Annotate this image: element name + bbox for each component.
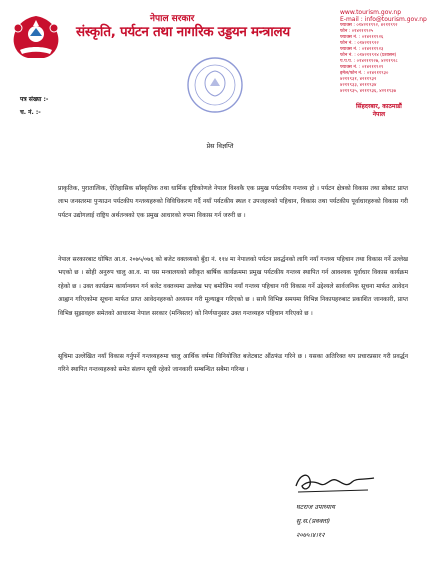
contact-line: फोन नं. : ०१४२११९२२ <box>340 41 379 46</box>
contact-line: फोन : ०१४२११९२५ <box>340 29 374 34</box>
signatory-designation: सु.स.(प्रवक्ता) <box>296 517 331 525</box>
office-location <box>356 103 402 119</box>
signatory-name: घटराज उपाध्याय <box>296 503 335 511</box>
contact-line: ४२११९३१, ४२११९३२ <box>340 77 377 82</box>
contact-line: ४२११९३५, ४२११९३६, ४२११९३७ <box>340 89 397 94</box>
ref-number-label: पत्र संख्या :- <box>20 96 49 103</box>
government-name: नेपाल सरकार <box>150 14 195 24</box>
contact-line: फ्याक्स नं. : ०१४२११९२९ <box>340 65 384 70</box>
office-country: नेपाल <box>372 111 386 118</box>
office-location-line: सिंहदरबार, काठमाडौं <box>356 103 402 110</box>
press-release-title: प्रेस विज्ञप्ति <box>206 142 234 150</box>
paragraph-budget: नेपाल सरकारबाट घोषित आ.व. २०७५/०७६ को बजेट वक्तव्यको बुँदा नं. ११४ मा नेपालको पर्यटन प्रवर्द्धनको लागि नयाँ गन्तव्य पहिचान तथा विकास गर्ने उल्लेख भएको छ । सोही अनुरुप चालु आ.व. मा यस मन्त्रालयको स्वीकृत बार्षिक कार्यक्रममा प्रमुख पर्यटकीय गन्तव्य स्थापित गर्न आवश्यक पूर्वाधार विकास कार्यक्रम रहेको छ । उक्त कार्यक्रम कार्यान्वयन गर्न बजेट वक्तव्यमा उल्लेख भए बमोजिम नयाँ गन्तव्य पहिचान गरी विकास गर्ने उद्देश्यले सार्वजनिक सूचना मार्फत आवेदन आह्वान गरिएकोमा सूचना मार्फत प्राप्त आवेदनहरुको अध्ययन गरी मूल्याङ्कन गरिएको छ । साथै विभिन्न समयमा विभिन्न निकायहरुबाट प्रकाशित जानकारी, प्राप्त विभिन्न सुझावहरु समेतको आधारमा नेपाल सरकार (मन्त्रिस्तर) को निर्णयानुसार उक्त गन्तव्यहरु पहिचान गरिएको छ । <box>58 256 408 317</box>
signatory-block <box>296 500 335 542</box>
ministry-seal-stamp-icon <box>186 56 244 114</box>
ministry-name: संस्कृति, पर्यटन तथा नागरिक उड्डयन मन्त्रालय <box>76 24 290 40</box>
contact-line: फ्याक्स : ०१४२११९९२, ४२११९९२ <box>340 23 398 28</box>
contact-line: फ्याक्स नं. : ०१४२११९२३ <box>340 47 384 52</box>
signature-date: २०७५।४।१२ <box>296 531 325 539</box>
website-link[interactable]: www.tourism.gov.np <box>340 9 401 16</box>
dispatch-number-label: च. नं. :- <box>20 109 41 116</box>
contact-line: ४२११९३३, ४२११९३४ <box>340 83 377 88</box>
contact-line: प.प.प. : ०१४२११९२७, ४२११९२८ <box>340 59 398 64</box>
paragraph-intro: प्राकृतिक, पुरातात्विक, ऐतिहासिक साँस्कृतिक तथा धार्मिक दृष्टिकोणले नेपाल विश्वकै एक प्रमुख पर्यटकीय गन्तव्य हो । पर्यटन क्षेत्रको विकास तथा सोबाट प्राप्त लाभ जनस्तरमा पुऱ्याउन पर्यटकीय गन्तव्यहरुको विविधिकरण गर्दै नयाँ पर्यटकीय स्थल र उपजहरुको पहिचान, विकास तथा पर्यटकीय पूर्वाधारहरुको विकास गरी पर्यटन उद्योगलाई राष्ट्रिय अर्थतन्त्रको एक प्रमुख आधारको रुपमा विकास गर्न जरुरी छ । <box>58 185 408 219</box>
contact-block <box>340 9 440 95</box>
handwritten-signature-icon <box>290 468 380 498</box>
reference-block <box>20 93 48 119</box>
paragraph-list: सूचिमा उल्लेखित नयाँ विकास गर्नुपर्ने गन्तव्यहरुमा चालु आर्थिक वर्षमा विनियोजित बजेटबाट औंठफंड गरिने छ । यसका अतिरिक्त थप प्रचारप्रसार गरी प्रवर्द्धन गरिने स्थापित गन्तव्यहरुको समेत संलग्न सूची रहेको जानकारी सम्बन्धित सबैमा गरिन्छ । <box>58 353 408 374</box>
contact-line: फ्याक्स नं. : ०१४२११९२६ <box>340 35 384 40</box>
contact-line: फोन नं. : ०१४२११९२४ (प्रशासन) <box>340 53 397 58</box>
contact-line: इमेल/फोन नं. : ०१४२११९३० <box>340 71 389 76</box>
email-link[interactable]: E-mail : info@tourism.gov.np <box>340 16 427 23</box>
nepal-emblem-icon <box>6 12 66 62</box>
